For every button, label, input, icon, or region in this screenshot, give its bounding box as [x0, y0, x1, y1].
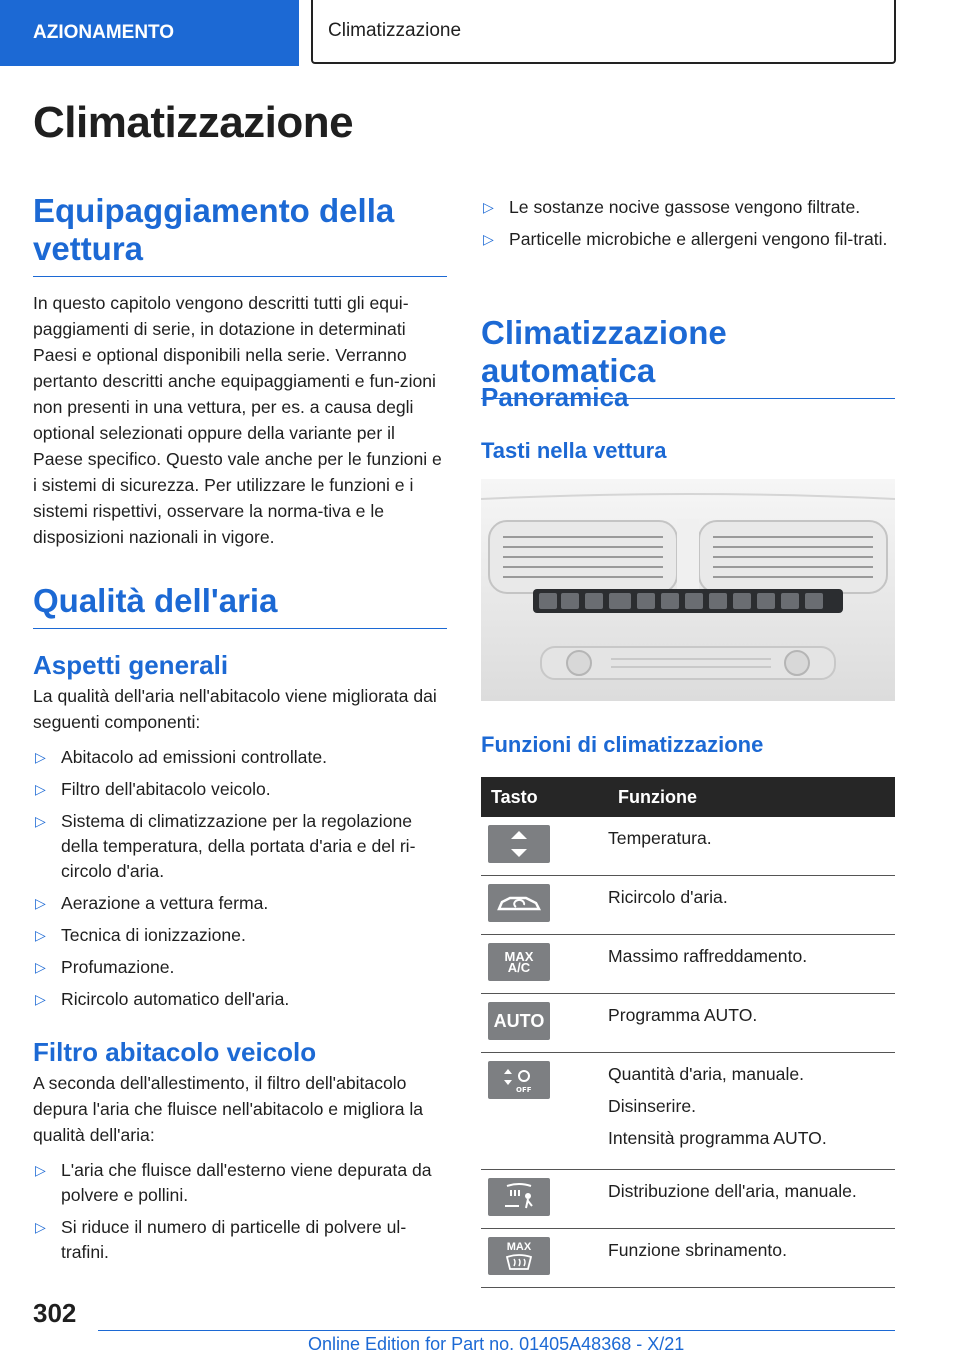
list-item: ▷ Sistema di climatizzazione per la regolazione della temperatura, della portata d'aria e del ri-circolo d'aria.	[33, 809, 447, 884]
list-item: ▷ L'aria che fluisce dall'esterno viene depurata da polvere e pollini.	[33, 1158, 447, 1208]
functions-heading: Funzioni di climatizzazione	[481, 732, 764, 757]
list-item: ▷ Particelle microbiche e allergeni vengono fil-trati.	[481, 227, 895, 252]
equipment-heading: Equipaggiamento della vettura	[33, 192, 447, 277]
section-tab: AZIONAMENTO	[0, 0, 299, 66]
function-text: Intensità programma AUTO.	[608, 1128, 827, 1148]
function-text: Massimo raffreddamento.	[608, 946, 808, 966]
filter-list-continued	[481, 195, 895, 252]
table-row	[481, 935, 895, 994]
general-text: La qualità dell'aria nell'abitacolo viene migliorata dai seguenti componenti:	[33, 686, 437, 732]
auto-climate-heading: Climatizzazione automatica	[481, 314, 895, 399]
list-item: ▷ Tecnica di ionizzazione.	[33, 923, 447, 948]
climate-panel-photo	[481, 479, 895, 701]
functions-table	[481, 777, 895, 1288]
list-item: ▷ Abitacolo ad emissioni controllate.	[33, 745, 447, 770]
temperature-updown-icon	[488, 825, 550, 863]
equipment-section	[33, 192, 447, 277]
keys-heading: Tasti nella vettura	[481, 438, 667, 463]
page-title: Climatizzazione	[33, 98, 354, 147]
page-number: 302	[33, 1298, 77, 1328]
chapter-tab: Climatizzazione	[311, 0, 896, 64]
max-defrost-icon	[488, 1237, 550, 1275]
auto-icon: AUTO	[488, 1002, 550, 1040]
air-distribution-icon	[488, 1178, 550, 1216]
page-header	[0, 0, 960, 66]
filter-heading: Filtro abitacolo veicolo	[33, 1037, 317, 1067]
function-text: Temperatura.	[608, 828, 712, 848]
edition-note: Online Edition for Part no. 01405A48368 - X/21	[308, 1334, 685, 1354]
table-row	[481, 817, 895, 876]
filter-text: A seconda dell'allestimento, il filtro dell'abitacolo depura l'aria che fluisce nell'abitacolo e migliora la qualità dell'aria:	[33, 1073, 424, 1145]
list-item: ▷ Filtro dell'abitacolo veicolo.	[33, 777, 447, 802]
list-item: ▷ Aerazione a vettura ferma.	[33, 891, 447, 916]
col-header-key: Tasto	[481, 777, 608, 817]
footer-rule	[98, 1330, 895, 1331]
general-heading: Aspetti generali	[33, 650, 229, 680]
recirculation-car-icon	[488, 884, 550, 922]
svg-text:OFF: OFF	[516, 1086, 532, 1094]
list-item: ▷ Si riduce il numero di particelle di polvere ul-trafini.	[33, 1215, 447, 1265]
max-defrost-label: MAX	[506, 1240, 532, 1253]
function-text: Disinserire.	[608, 1096, 696, 1116]
max-ac-icon: MAX A/C	[488, 943, 550, 981]
table-row	[481, 1053, 895, 1170]
col-header-function: Funzione	[608, 777, 895, 817]
table-row	[481, 994, 895, 1053]
air-quality-heading: Qualità dell'aria	[33, 582, 447, 629]
function-text: Programma AUTO.	[608, 1005, 758, 1025]
function-text: Quantità d'aria, manuale.	[608, 1064, 805, 1084]
filter-list	[33, 1158, 447, 1265]
table-row	[481, 876, 895, 935]
equipment-text: In questo capitolo vengono descritti tutti gli equi-paggiamenti di serie, in dotazione in determinati Paesi e optional disponibili nella serie. Verranno pertanto descritti anche equipaggiamenti e fun-zioni non presenti in una vettura, per es. a causa degli optional selezionati oppure della variante per il Paese specifico. Questo vale anche per le funzioni e i sistemi di sicurezza. Per utilizzare le funzioni e i sistemi rispettivi, osservare la norma-tiva e le disposizioni nazionali in vigore.	[33, 293, 442, 547]
overview-heading: Panoramica	[481, 382, 629, 412]
table-row	[481, 1170, 895, 1229]
list-item: ▷ Ricircolo automatico dell'aria.	[33, 987, 447, 1012]
list-item: ▷ Le sostanze nocive gassose vengono filtrate.	[481, 195, 895, 220]
list-item: ▷ Profumazione.	[33, 955, 447, 980]
function-text: Ricircolo d'aria.	[608, 887, 728, 907]
function-text: Funzione sbrinamento.	[608, 1240, 787, 1260]
fan-off-icon	[488, 1061, 550, 1099]
table-row	[481, 1229, 895, 1288]
function-text: Distribuzione dell'aria, manuale.	[608, 1181, 857, 1201]
general-list	[33, 745, 447, 1012]
